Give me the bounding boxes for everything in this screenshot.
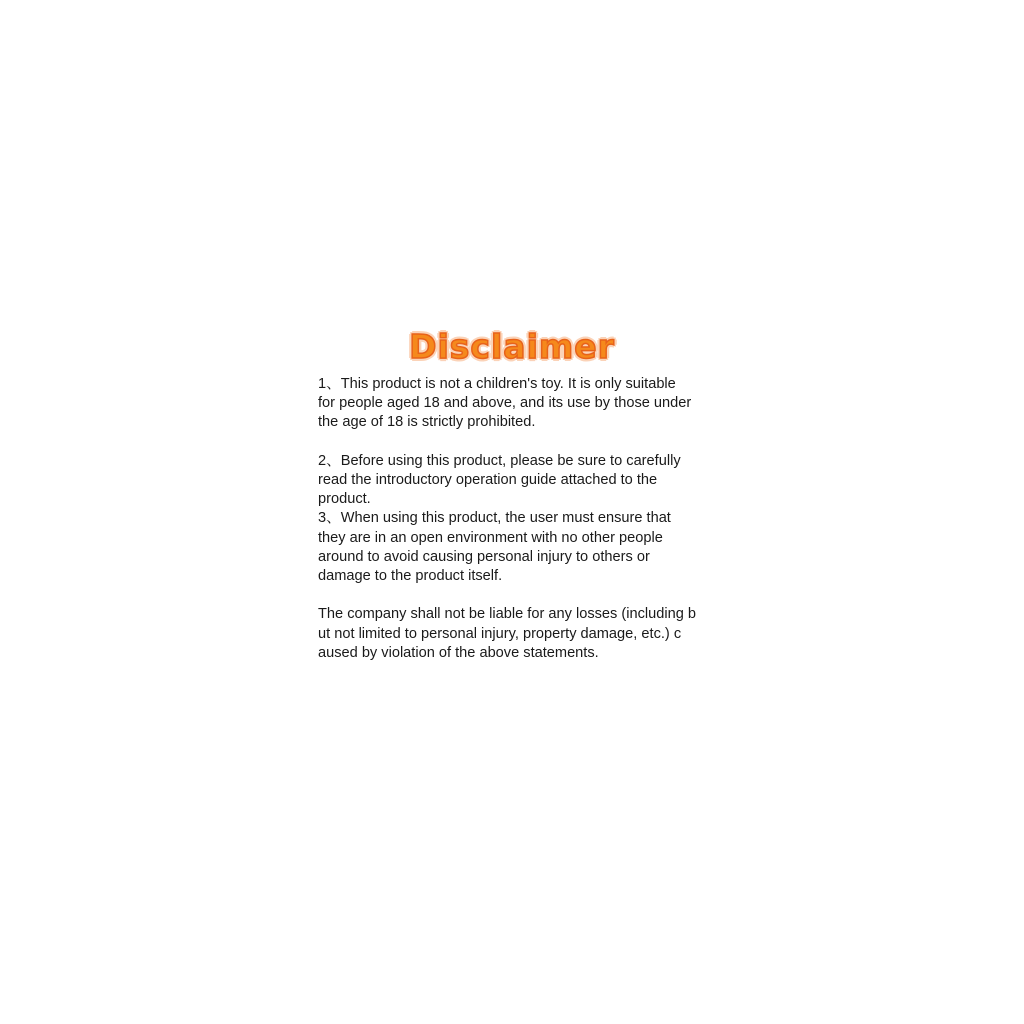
disclaimer-title: Disclaimer bbox=[409, 327, 615, 366]
disclaimer-item-1: 1、This product is not a children's toy. It is only suitable for people aged 18 and above, and its use by those under the age of 18 is strictly prohibited. bbox=[318, 376, 692, 431]
disclaimer-item-2: 2、Before using this product, please be sure to carefully read the introductory operation guide attached to the product. bbox=[318, 452, 681, 508]
disclaimer-item-3: 3、When using this product, the user must ensure that they are in an open environment with no other people around to avoid causing personal injury to others or damage to the product itself. bbox=[318, 510, 671, 585]
liability-statement: The company shall not be liable for any losses (including b ut not limited to personal injury, property damage, etc.) c aused by violation of the above statements. bbox=[318, 606, 697, 661]
paragraph-spacer bbox=[318, 433, 706, 452]
disclaimer-body bbox=[318, 375, 706, 663]
paragraph-spacer bbox=[318, 586, 706, 605]
title-container bbox=[0, 322, 1024, 372]
